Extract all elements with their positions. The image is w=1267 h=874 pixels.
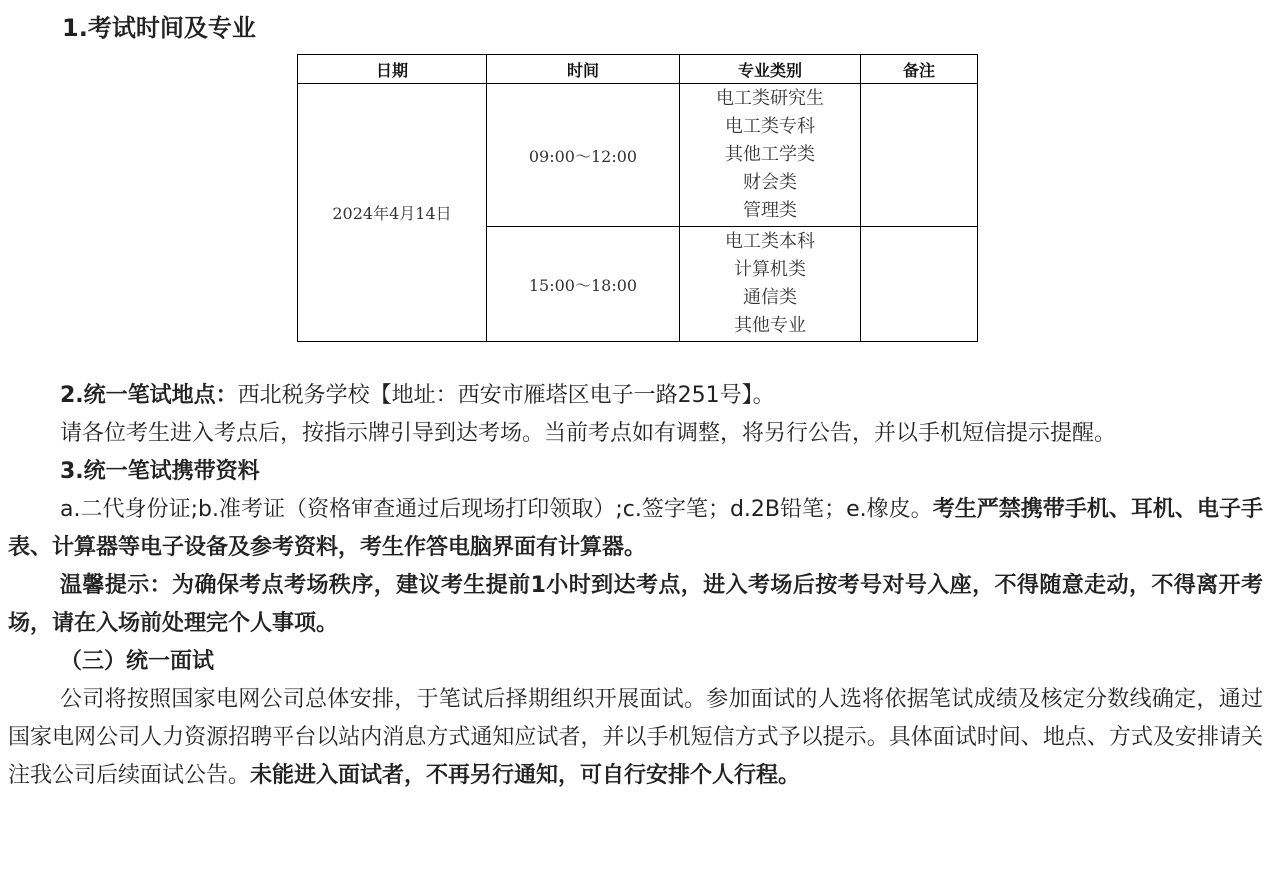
section-2-paragraph — [8, 377, 1263, 415]
session-note — [861, 227, 978, 342]
major-item: 财会类 — [743, 172, 797, 193]
required-items: a.二代身份证;b.准考证（资格审查通过后现场打印领取）;c.签字笔；d.2B铅笔；e.橡皮。 — [60, 497, 933, 522]
header-major: 专业类别 — [680, 55, 861, 84]
major-item: 其他专业 — [734, 315, 806, 336]
exam-location: 西北税务学校【地址：西安市雁塔区电子一路251号】。 — [237, 383, 775, 408]
major-item: 电工类研究生 — [716, 88, 824, 109]
table-header-row — [298, 55, 978, 84]
header-time: 时间 — [487, 55, 680, 84]
prohibited-warning: 考生严禁携带手机、耳机、电子手表、计算器等电子设备及参考资料，考生作答电脑界面有计算器。 — [8, 497, 1263, 560]
exam-date: 2024年4月14日 — [298, 84, 487, 342]
notice-body — [8, 377, 1263, 795]
interview-bold-note: 未能进入面试者，不再另行通知，可自行安排个人行程。 — [250, 763, 801, 788]
warm-tip: 温馨提示：为确保考点考场秩序，建议考生提前1小时到达考点，进入考场后按考号对号入座，不得随意走动，不得离开考场，请在入场前处理完个人事项。 — [8, 573, 1263, 636]
section-3-items — [8, 491, 1263, 567]
major-item: 电工类专科 — [725, 116, 815, 137]
major-item: 通信类 — [743, 287, 797, 308]
section-2-note: 请各位考生进入考点后，按指示牌引导到达考场。当前考点如有调整，将另行公告，并以手机短信提示提醒。 — [60, 421, 1117, 446]
session-majors — [680, 84, 861, 227]
session-majors — [680, 227, 861, 342]
section-3-title: 3.统一笔试携带资料 — [60, 459, 260, 484]
major-item: 电工类本科 — [725, 231, 815, 252]
interview-title: （三）统一面试 — [60, 649, 215, 674]
header-date: 日期 — [298, 55, 487, 84]
interview-paragraph — [8, 681, 1263, 795]
session-note — [861, 84, 978, 227]
major-item: 管理类 — [743, 200, 797, 221]
section-2-title: 2.统一笔试地点： — [60, 383, 238, 408]
interview-text: 公司将按照国家电网公司总体安排，于笔试后择期组织开展面试。参加面试的人选将依据笔试成绩及核定分数线确定，通过国家电网公司人力资源招聘平台以站内消息方式通知应试者，并以手机短信方式予以提示。具体面试时间、地点、方式及安排请关注我公司后续面试公告。 — [8, 687, 1263, 788]
session-time: 09:00～12:00 — [487, 84, 680, 227]
table-row — [298, 84, 978, 227]
major-item: 其他工学类 — [725, 144, 815, 165]
header-note: 备注 — [861, 55, 978, 84]
exam-schedule-table — [297, 54, 978, 342]
section-1-title: 1.考试时间及专业 — [62, 14, 256, 42]
major-item: 计算机类 — [734, 259, 806, 280]
session-time: 15:00～18:00 — [487, 227, 680, 342]
